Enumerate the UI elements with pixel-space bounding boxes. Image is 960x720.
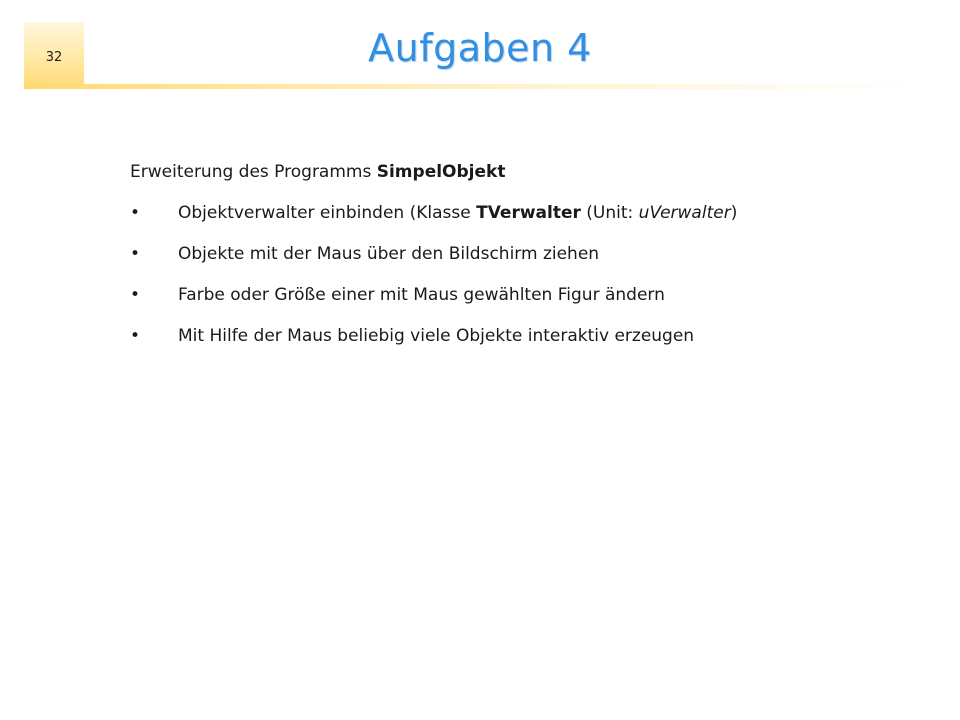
slide-content [130, 160, 910, 348]
bullet-item [130, 242, 910, 266]
intro-line [130, 160, 910, 184]
bullet-text: ) [730, 203, 738, 223]
bullet-item [130, 201, 910, 225]
bullet-text: Mit Hilfe der Maus beliebig viele Objekte interaktiv erzeugen [178, 326, 695, 346]
unit-name: uVerwalter [638, 203, 731, 223]
bullet-item [130, 283, 910, 307]
bullet-icon: • [130, 285, 141, 305]
bullet-icon: • [130, 326, 141, 346]
slide-title: Aufgaben 4 [368, 26, 592, 70]
intro-text: Erweiterung des Programms [130, 162, 377, 182]
class-name: TVerwalter [476, 203, 581, 223]
page-number: 32 [45, 49, 63, 65]
bullet-item [130, 324, 910, 348]
bullet-icon: • [130, 203, 141, 223]
bullet-text: Farbe oder Größe einer mit Maus gewählten Figur ändern [178, 285, 665, 305]
bullet-text: Objekte mit der Maus über den Bildschirm ziehen [178, 244, 600, 264]
program-name: SimpelObjekt [376, 162, 506, 182]
title-underline [24, 84, 924, 89]
bullet-icon: • [130, 244, 141, 264]
bullet-text: Objektverwalter einbinden (Klasse [178, 203, 477, 223]
bullet-text: (Unit: [580, 203, 639, 223]
bullet-list [130, 201, 910, 348]
